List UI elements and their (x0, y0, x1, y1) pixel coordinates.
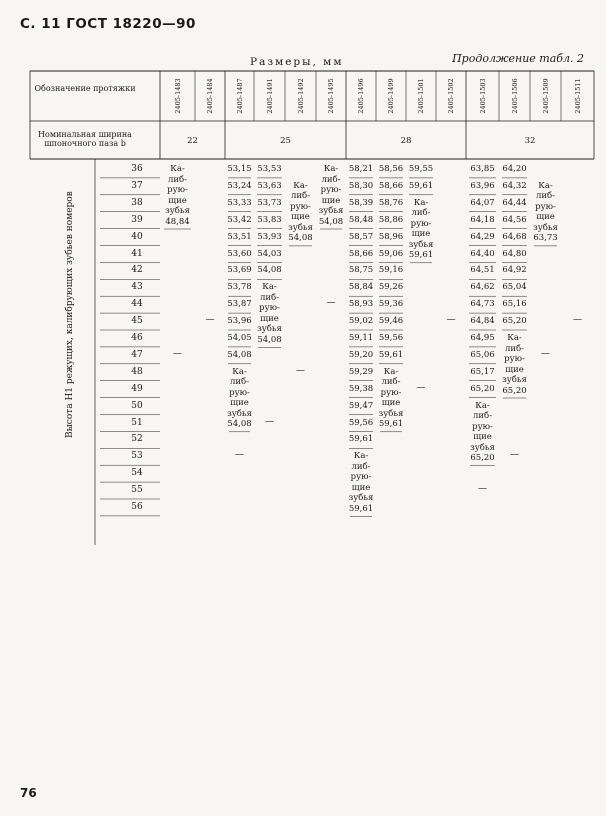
table-cell: 59,47 (348, 400, 374, 411)
column-designation: 2405-1511 (573, 78, 582, 114)
row-number: 51 (131, 417, 143, 428)
table-cell: 64,18 (470, 214, 495, 225)
empty-dash: — (296, 365, 305, 376)
column-designation: 2405-1484 (206, 78, 214, 114)
table-cell: 64,68 (502, 231, 527, 242)
table-cell: 54,08 (227, 349, 252, 360)
table-cell: 53,93 (257, 231, 282, 242)
calibrating-teeth-note: Ка- либ- рую- щие зубья 63,73 (533, 180, 558, 244)
empty-dash: — (205, 315, 215, 326)
table-cell: 64,20 (502, 164, 527, 174)
table-cell: 59,38 (348, 383, 374, 394)
calibrating-teeth-note: Ка- либ- рую- щие зубья 54,08 (318, 164, 344, 227)
table-cell: 58,21 (348, 164, 374, 174)
table-cell: 59,61 (408, 180, 434, 191)
table-cell: 58,75 (348, 265, 374, 276)
row-number: 43 (131, 282, 143, 293)
table-cell: 59,20 (348, 349, 374, 360)
calibrating-teeth-note: Ка- либ- рую- щие зубья 54,08 (257, 282, 282, 345)
table-cell: 58,96 (378, 231, 404, 242)
table-cell: 65,17 (470, 366, 495, 377)
row-number: 41 (131, 248, 143, 259)
table-cell: 64,44 (502, 197, 527, 208)
calibrating-teeth-note: Ка- либ- рую- щие зубья 59,61 (408, 197, 434, 261)
table-cell: 65,20 (470, 383, 495, 394)
table-cell: 53,24 (227, 180, 252, 191)
table-cell: 53,73 (257, 197, 282, 208)
table-cell: 54,03 (257, 248, 282, 259)
calibrating-teeth-note: Ка- либ- рую- щие зубья 65,20 (470, 400, 495, 464)
row-number: 55 (131, 485, 143, 496)
table-cell: 53,15 (227, 164, 252, 174)
page-number: 76 (20, 786, 37, 800)
calibrating-teeth-note: Ка- либ- рую- щие зубья 54,08 (227, 366, 252, 430)
table-cell: 53,33 (227, 197, 252, 208)
column-designation: 2405-1503 (478, 78, 487, 114)
table-cell: 59,61 (378, 349, 404, 360)
column-designation: 2405-1483 (173, 78, 182, 114)
empty-dash: — (541, 348, 550, 359)
table-cell: 64,80 (502, 248, 527, 259)
column-designation: 2405-1506 (510, 78, 519, 114)
table-cell: 65,20 (502, 316, 527, 327)
table-cell: 58,76 (378, 197, 404, 208)
table-cell: 64,40 (470, 248, 495, 259)
table-cell: 59,29 (348, 366, 374, 377)
table-cell: 59,55 (408, 164, 434, 174)
table-cell: 59,56 (378, 333, 404, 343)
empty-dash: — (478, 484, 487, 495)
table-cell: 58,66 (348, 248, 374, 259)
row-number: 52 (131, 434, 143, 445)
column-designation: 2405-1487 (235, 78, 244, 114)
column-designation: 2405-1502 (447, 78, 455, 114)
designation-label: Обозначение протяжки (34, 84, 136, 93)
table-cell: 63,85 (470, 164, 495, 174)
width-group-value: 25 (280, 136, 291, 146)
calibrating-teeth-note: Ка- либ- рую- щие зубья 54,08 (288, 180, 313, 244)
table-cell: 53,42 (227, 214, 252, 225)
empty-dash: — (510, 450, 519, 461)
column-designation: 2405-1492 (296, 78, 305, 114)
table-cell: 58,57 (348, 231, 374, 242)
table-cell: 58,84 (348, 282, 374, 293)
table-cell: 53,63 (257, 180, 282, 191)
table-cell: 58,48 (348, 214, 374, 225)
table-cell: 59,06 (378, 248, 404, 259)
column-designation: 2405-1509 (541, 78, 550, 114)
table-cell: 64,95 (470, 333, 495, 343)
row-number: 53 (131, 451, 143, 462)
table-cell: 64,56 (502, 214, 527, 225)
table-cell: 64,92 (502, 265, 527, 276)
calibrating-teeth-note: Ка- либ- рую- щие зубья 48,84 (165, 164, 190, 227)
table-cell: 64,84 (470, 316, 495, 327)
row-number: 44 (131, 299, 143, 310)
row-number: 36 (131, 164, 143, 174)
empty-dash: — (173, 348, 182, 359)
table-cell: 59,02 (348, 316, 374, 327)
table-cell: 58,86 (378, 214, 404, 225)
empty-dash: — (326, 298, 336, 309)
empty-dash: — (446, 315, 456, 326)
table-cell: 64,51 (470, 265, 495, 276)
column-designation: 2405-1495 (327, 78, 335, 114)
table-cell: 54,05 (227, 333, 252, 343)
row-number: 54 (131, 468, 143, 479)
row-number: 46 (131, 333, 143, 343)
document-header: С. 11 ГОСТ 18220—90 (20, 16, 196, 32)
column-designation: 2405-1499 (387, 78, 395, 114)
width-group-value: 22 (187, 136, 198, 146)
row-number: 56 (131, 502, 143, 512)
row-number: 38 (131, 197, 143, 208)
empty-dash: — (265, 416, 274, 427)
row-number: 42 (131, 265, 143, 276)
table-cell: 65,16 (502, 299, 527, 310)
row-number: 50 (131, 400, 143, 411)
table-cell: 53,83 (257, 214, 282, 225)
table-cell: 58,30 (348, 180, 374, 191)
table-continuation-label: Продолжение табл. 2 (452, 52, 584, 65)
empty-dash: — (573, 315, 582, 326)
table-cell: 53,53 (257, 164, 282, 174)
table-cell: 54,08 (257, 265, 282, 276)
table-cell: 58,39 (348, 197, 374, 208)
table-cell: 64,62 (470, 282, 495, 293)
table-cell: 59,16 (378, 265, 404, 276)
table-cell: 53,60 (227, 248, 252, 259)
empty-dash: — (235, 450, 244, 461)
table-cell: 59,61 (348, 434, 374, 445)
sizes-caption: Размеры, мм (250, 56, 344, 68)
table-cell: 59,36 (378, 299, 404, 310)
row-number: 37 (131, 180, 143, 191)
table-cell: 59,26 (378, 282, 404, 293)
table-cell: 59,11 (348, 333, 374, 343)
row-number: 39 (131, 214, 143, 225)
table-cell: 53,87 (227, 299, 252, 310)
calibrating-teeth-note: Ка- либ- рую- щие зубья 65,20 (502, 333, 527, 396)
calibrating-teeth-note: Ка- либ- рую- щие зубья 59,61 (348, 451, 374, 514)
column-designation: 2405-1501 (417, 78, 425, 114)
row-number: 40 (131, 231, 143, 242)
column-designation: 2405-1496 (357, 78, 365, 114)
table-cell: 64,73 (470, 299, 495, 310)
table-cell: 64,29 (470, 231, 495, 242)
table-cell: 53,51 (227, 231, 252, 242)
table-cell: 59,46 (378, 316, 404, 327)
calibrating-teeth-note: Ка- либ- рую- щие зубья 59,61 (378, 366, 404, 430)
table-cell: 53,69 (227, 265, 252, 276)
width-group-value: 28 (400, 136, 412, 146)
table-cell: 63,96 (470, 180, 495, 191)
width-label: Номинальная ширина шпоночного паза b (38, 130, 132, 148)
table-cell: 53,78 (227, 282, 252, 293)
row-number: 47 (131, 349, 143, 360)
width-group-value: 32 (524, 136, 536, 146)
empty-dash: — (416, 382, 426, 393)
table-cell: 64,32 (502, 180, 527, 191)
column-designation: 2405-1491 (265, 78, 274, 114)
table-cell: 58,93 (348, 299, 374, 310)
table-cell: 64,07 (470, 197, 495, 208)
row-number: 45 (131, 316, 143, 327)
table-cell: 58,56 (378, 164, 404, 174)
table-cell: 65,06 (470, 349, 495, 360)
row-number: 49 (131, 383, 143, 394)
table-cell: 58,66 (378, 180, 404, 191)
table-cell: 65,04 (502, 282, 527, 293)
table-cell: 59,56 (348, 417, 374, 428)
row-number: 48 (131, 366, 143, 377)
table-cell: 53,96 (227, 316, 252, 327)
row-axis-label: Высота H1 режущих, калибрующих зубьев номеров (65, 191, 75, 438)
